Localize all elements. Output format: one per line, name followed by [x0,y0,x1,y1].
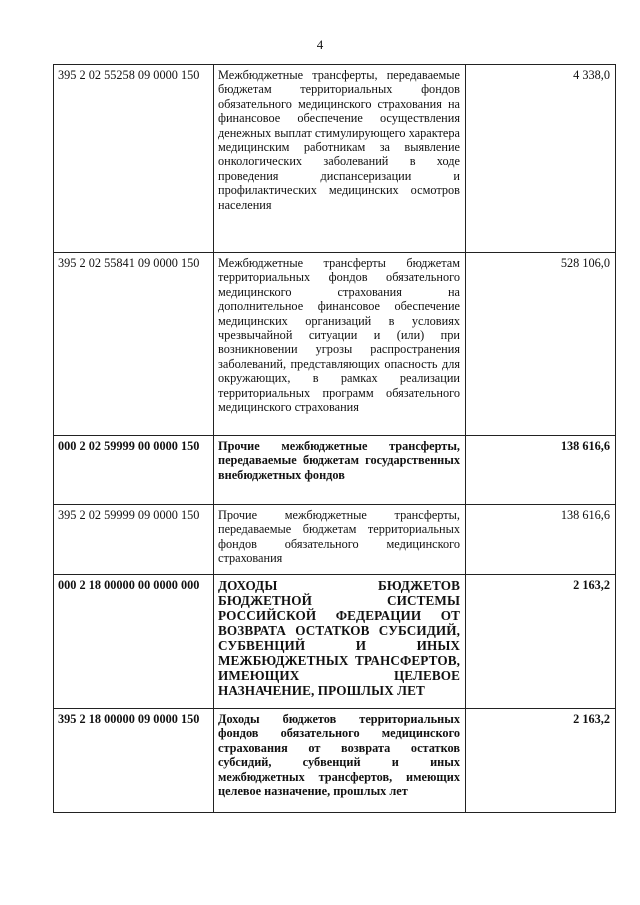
row-amount: 2 163,2 [466,575,616,709]
budget-code: 000 2 18 00000 00 0000 000 [54,575,214,709]
table-row [54,505,616,575]
table-row [54,436,616,505]
budget-code: 395 2 02 59999 09 0000 150 [54,505,214,575]
row-description: Доходы бюджетов территориальных фондов обязательного медицинского страхования от возврата остатков субсидий, субвенций и иных межбюджетных трансфертов, имеющих целевое назначение, прошлых лет [214,709,466,813]
row-amount: 138 616,6 [466,436,616,505]
row-amount: 2 163,2 [466,709,616,813]
row-description: Прочие межбюджетные трансферты, передаваемые бюджетам государственных внебюджетных фондов [214,436,466,505]
table-row [54,65,616,253]
budget-code: 395 2 18 00000 09 0000 150 [54,709,214,813]
row-amount: 528 106,0 [466,253,616,436]
row-description: Межбюджетные трансферты, передаваемые бюджетам территориальных фондов обязательного медицинского страхования на финансовое обеспечение осуществления денежных выплат стимулирующего характера медицинским работникам за выявление онкологических заболеваний в ходе проведения диспансеризации и профилактических медицинских осмотров населения [214,65,466,253]
page-number: 4 [316,37,324,52]
budget-code: 000 2 02 59999 00 0000 150 [54,436,214,505]
row-amount: 138 616,6 [466,505,616,575]
table-row [54,709,616,813]
table-row [54,253,616,436]
budget-code: 395 2 02 55258 09 0000 150 [54,65,214,253]
row-description: Прочие межбюджетные трансферты, передаваемые бюджетам территориальных фондов обязательного медицинского страхования [214,505,466,575]
revenue-table [53,64,616,813]
table-row [54,575,616,709]
row-amount: 4 338,0 [466,65,616,253]
row-description: Межбюджетные трансферты бюджетам территориальных фондов обязательного медицинского страхования на дополнительное финансовое обеспечение медицинских организаций в условиях чрезвычайной ситуации и (или) при возникновении угрозы распространения заболеваний, представляющих опасность для окружающих, в рамках реализации территориальных программ обязательного медицинского страхования [214,253,466,436]
budget-code: 395 2 02 55841 09 0000 150 [54,253,214,436]
row-description: ДОХОДЫ БЮДЖЕТОВ БЮДЖЕТНОЙ СИСТЕМЫ РОССИЙСКОЙ ФЕДЕРАЦИИ ОТ ВОЗВРАТА ОСТАТКОВ СУБСИДИЙ, СУБВЕНЦИЙ И ИНЫХ МЕЖБЮДЖЕТНЫХ ТРАНСФЕРТОВ, ИМЕЮЩИХ ЦЕЛЕВОЕ НАЗНАЧЕНИЕ, ПРОШЛЫХ ЛЕТ [214,575,466,709]
